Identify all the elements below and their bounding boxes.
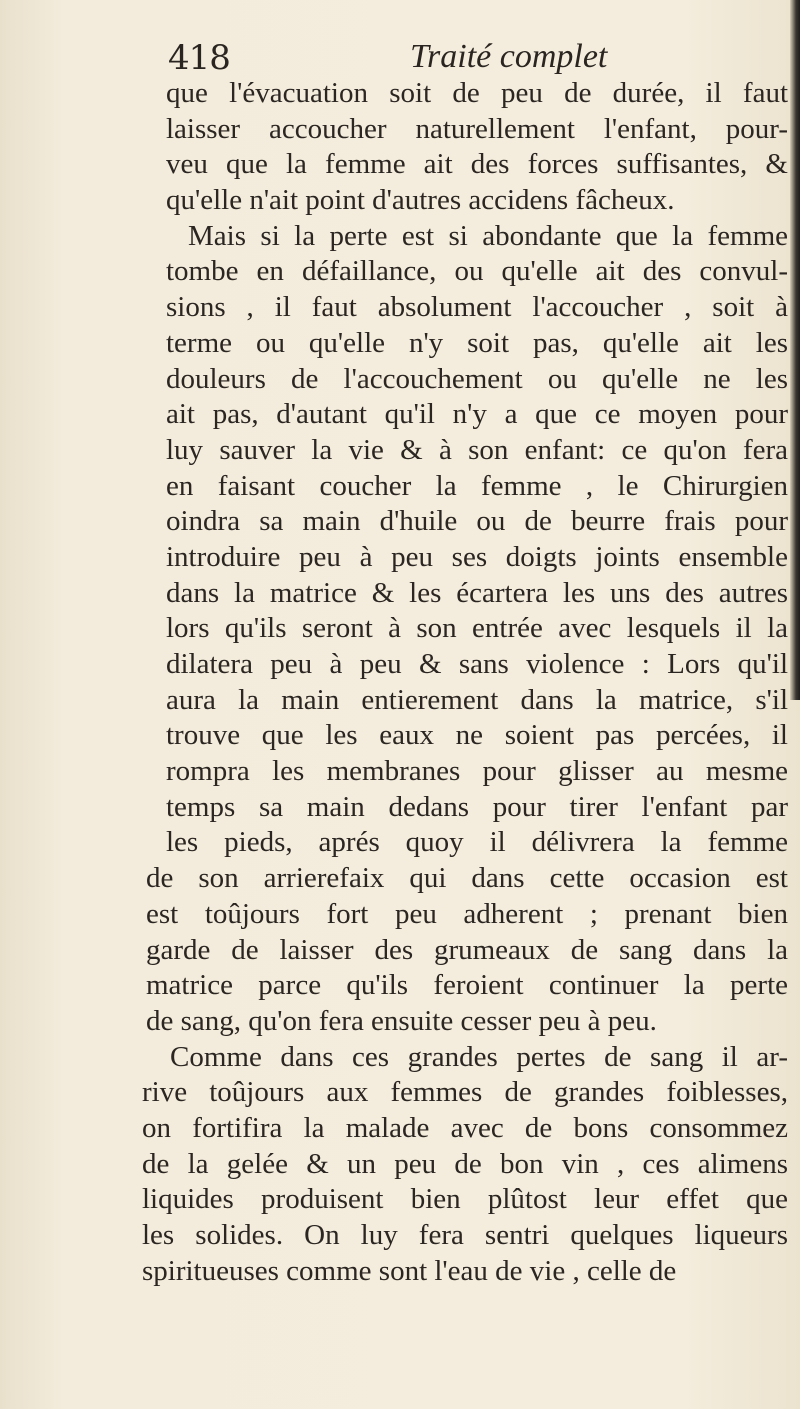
text-line: qu'elle n'ait point d'autres accidens fâcheux.	[166, 184, 675, 217]
text-line: veu que la femme ait des forces suffisantes, &	[166, 148, 788, 181]
page-header	[168, 38, 760, 78]
text-line: spiritueuses comme sont l'eau de vie , celle de	[142, 1254, 677, 1287]
text-line: tombe en défaillance, ou qu'elle ait des convul-	[166, 255, 788, 288]
text-line: de son arrierefaix qui dans cette occasion est	[146, 862, 788, 895]
text-line: de sang, qu'on fera ensuite cesser peu à peu.	[146, 1004, 657, 1037]
text-line: terme ou qu'elle n'y soit pas, qu'elle ait les	[166, 326, 788, 359]
text-line: douleurs de l'accouchement ou qu'elle ne les	[166, 362, 788, 395]
text-line: lors qu'ils seront à son entrée avec lesquels il la	[166, 612, 788, 645]
text-line: de la gelée & un peu de bon vin , ces alimens	[142, 1147, 788, 1180]
text-line: sions , il faut absolument l'accoucher , soit à	[166, 291, 788, 324]
body-text	[138, 76, 788, 1289]
text-line: rompra les membranes pour glisser au mesme	[166, 755, 788, 788]
text-line: rive toûjours aux femmes de grandes foiblesses,	[142, 1076, 788, 1109]
paragraph-start-line: Comme dans ces grandes pertes de sang il ar-	[170, 1040, 788, 1073]
text-line: ait pas, d'autant qu'il n'y a que ce moyen pour	[166, 398, 788, 431]
text-line: que l'évacuation soit de peu de durée, il faut	[166, 77, 788, 109]
text-line: trouve que les eaux ne soient pas percées, il	[166, 719, 788, 752]
text-line: introduire peu à peu ses doigts joints ensemble	[166, 540, 788, 573]
text-line: les pieds, aprés quoy il délivrera la femme	[166, 826, 788, 859]
text-line: temps sa main dedans pour tirer l'enfant par	[166, 790, 788, 823]
page-number: 418	[168, 38, 230, 78]
text-line: dans la matrice & les écartera les uns des autres	[166, 576, 788, 609]
text-line: les solides. On luy fera sentri quelques liqueurs	[142, 1219, 788, 1251]
text-line: dilatera peu à peu & sans violence : Lors qu'il	[166, 648, 788, 680]
text-line: liquides produisent bien plûtost leur effet que	[142, 1183, 788, 1216]
text-line: est toûjours fort peu adherent ; prenant bien	[146, 897, 788, 930]
text-line: en faisant coucher la femme , le Chirurgien	[166, 469, 788, 502]
running-title: Traité complet	[410, 38, 608, 75]
text-line: aura la main entierement dans la matrice, s'il	[166, 683, 788, 716]
text-line: luy sauver la vie & à son enfant: ce qu'on fera	[166, 433, 788, 466]
page-edge	[790, 0, 800, 700]
paragraph-start-line: Mais si la perte est si abondante que la femme	[188, 219, 788, 252]
text-line: garde de laisser des grumeaux de sang dans la	[146, 933, 788, 966]
text-line: matrice parce qu'ils feroient continuer la perte	[146, 969, 788, 1002]
text-line: on fortifira la malade avec de bons consommez	[142, 1111, 788, 1144]
text-line: oindra sa main d'huile ou de beurre frais pour	[166, 505, 788, 538]
text-line: laisser accoucher naturellement l'enfant, pour-	[166, 112, 788, 145]
